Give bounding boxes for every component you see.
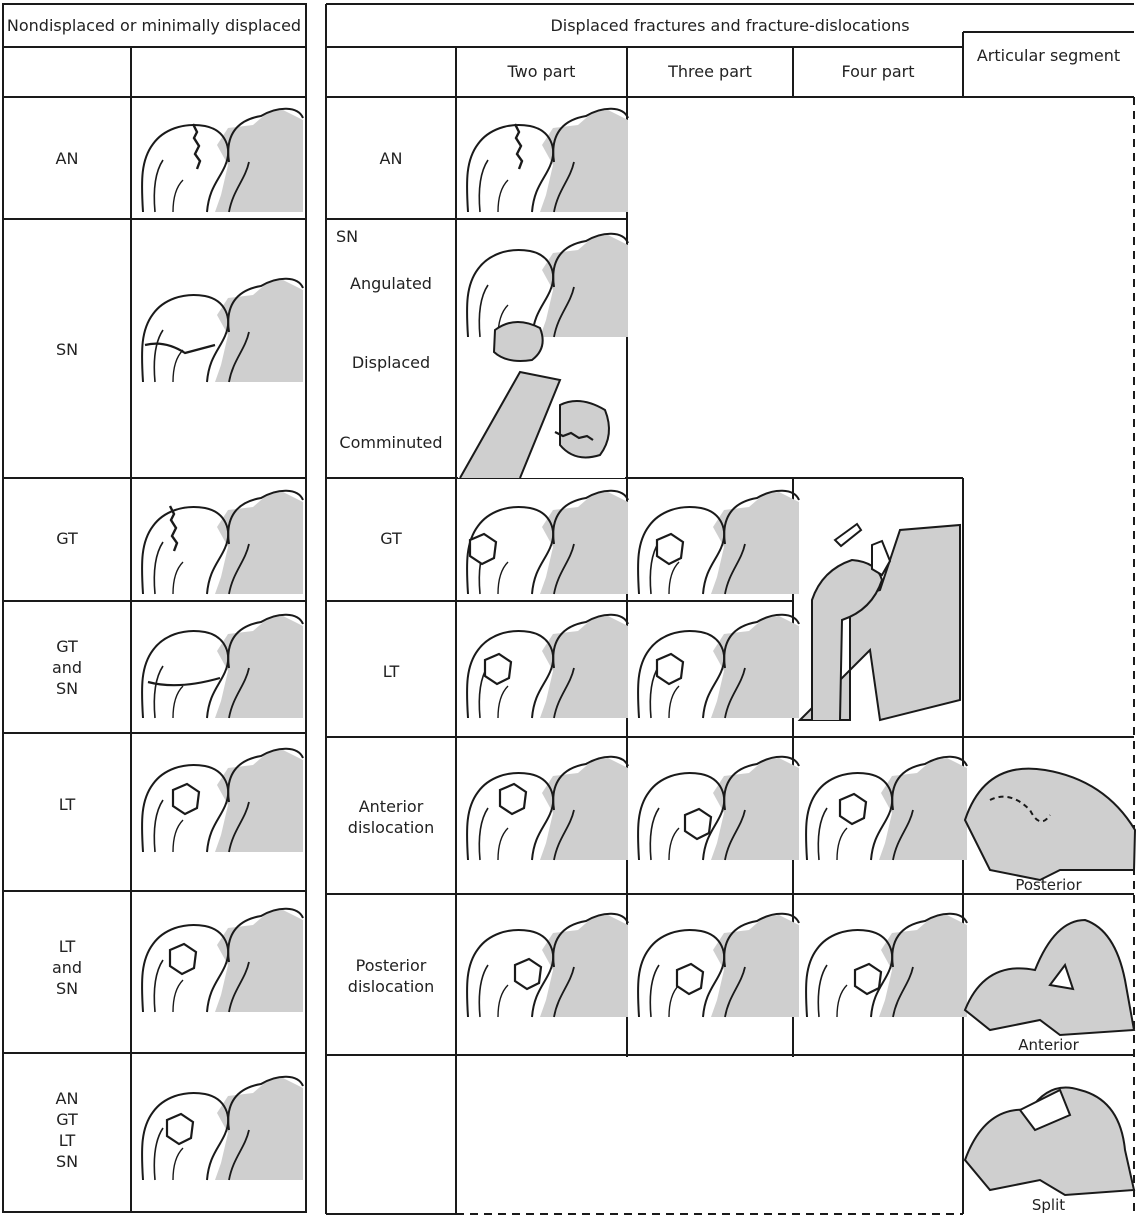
sketch-three-part-posterior	[638, 914, 799, 1017]
right-row-anterior-dislocation: Anterior dislocation	[347, 797, 435, 837]
sketch-four-part-posterior	[806, 914, 967, 1017]
sketch-nondisplaced-lt-sn	[142, 909, 303, 1012]
right-row-an: AN	[379, 149, 403, 168]
right-table-grid	[326, 4, 1134, 1214]
articular-caption-split: Split	[1031, 1196, 1066, 1214]
col-articular-segment: Articular segment	[976, 46, 1121, 65]
right-table-title: Displaced fractures and fracture-dislocations	[550, 16, 910, 35]
sketch-nondisplaced-gt-sn	[142, 615, 303, 718]
sketch-two-part-sn	[458, 234, 628, 478]
sketch-articular-posterior	[965, 769, 1135, 880]
left-row-lt-and-sn: LT and SN	[51, 937, 83, 998]
right-row-posterior-dislocation: Posterior dislocation	[347, 956, 435, 996]
sketch-nondisplaced-gt	[142, 491, 303, 594]
sketch-two-part-an	[467, 109, 628, 212]
sketch-four-part-gt-lt	[800, 524, 960, 720]
sketch-two-part-anterior	[467, 757, 628, 860]
left-row-sn: SN	[55, 340, 79, 359]
right-row-sn-angulated: Angulated	[350, 274, 432, 293]
sketch-two-part-posterior	[467, 914, 628, 1017]
articular-caption-posterior: Posterior	[1015, 876, 1082, 894]
sketch-articular-anterior	[965, 920, 1134, 1035]
right-row-sn-comminuted: Comminuted	[339, 433, 443, 452]
articular-caption-anterior: Anterior	[1018, 1036, 1079, 1054]
right-row-sn-displaced: Displaced	[351, 353, 431, 372]
col-two-part: Two part	[507, 62, 576, 81]
right-row-sn: SN	[336, 227, 359, 246]
right-row-gt: GT	[380, 529, 402, 548]
left-row-lt: LT	[58, 795, 76, 814]
col-three-part: Three part	[668, 62, 752, 81]
sketch-four-part-anterior	[806, 757, 967, 860]
left-row-an-gt-lt-sn: AN GT LT SN	[55, 1089, 79, 1171]
right-row-lt: LT	[382, 662, 400, 681]
sketch-nondisplaced-sn	[142, 279, 303, 382]
sketch-nondisplaced-lt	[142, 749, 303, 852]
left-table-title: Nondisplaced or minimally displaced	[6, 16, 302, 35]
left-row-gt: GT	[56, 529, 78, 548]
sketch-three-part-anterior	[638, 757, 799, 860]
sketch-nondisplaced-an	[142, 109, 303, 212]
left-row-gt-and-sn: GT and SN	[51, 637, 83, 698]
sketch-articular-split	[965, 1088, 1134, 1196]
col-four-part: Four part	[841, 62, 915, 81]
left-row-an: AN	[55, 149, 79, 168]
